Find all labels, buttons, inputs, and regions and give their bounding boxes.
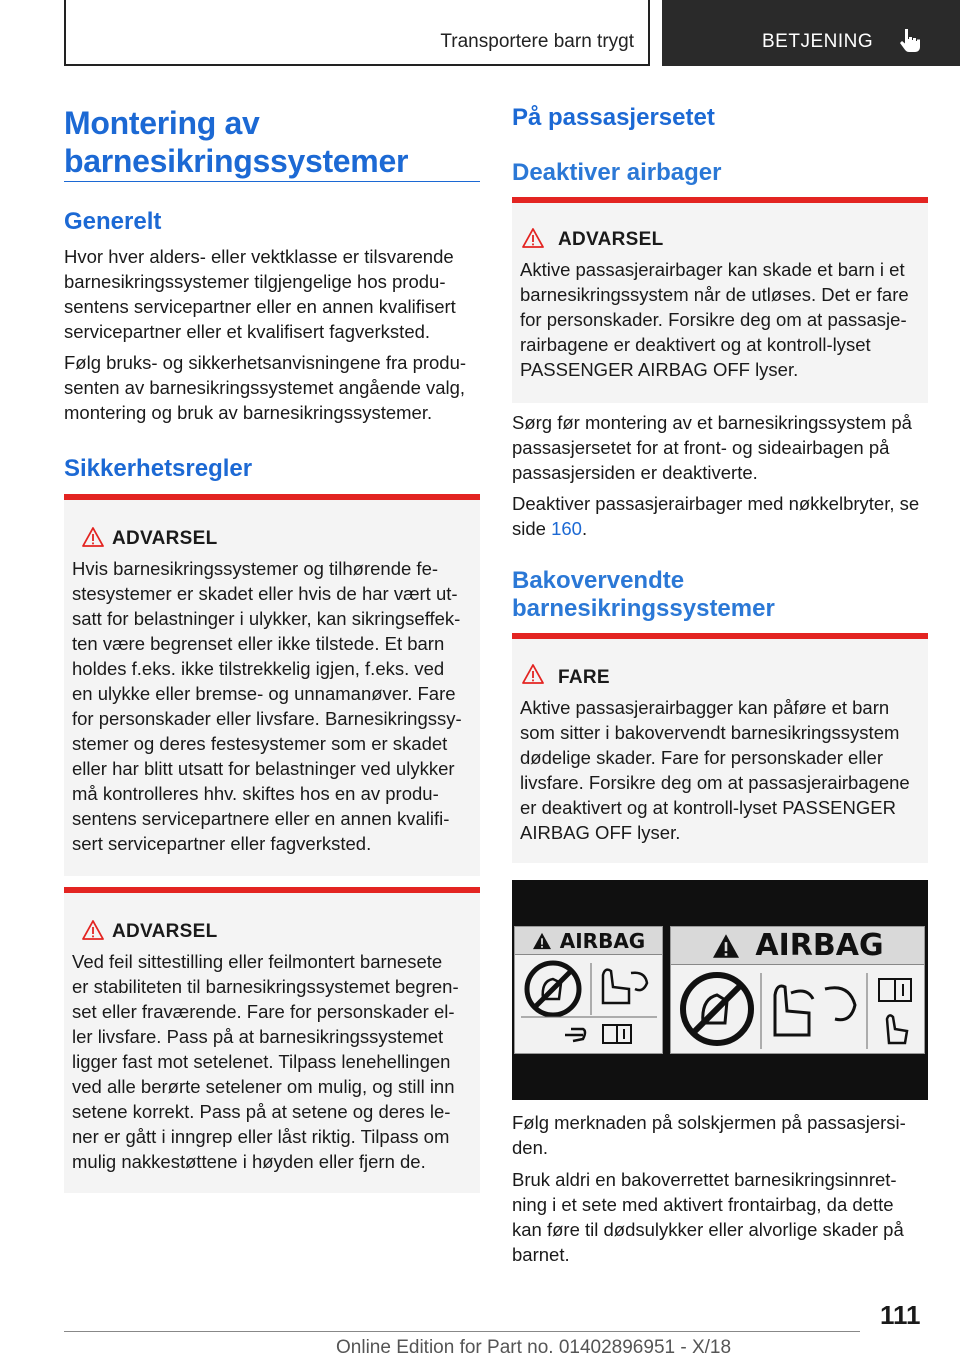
airbag-sticker-large-header [671, 927, 924, 965]
warning-triangle-icon [522, 227, 544, 249]
header-chapter-box [64, 0, 650, 66]
page-title-line2: barnesikringssystemer [64, 143, 409, 179]
warning-heading: ADVARSEL [112, 528, 218, 549]
airbag-sticker-small-header [515, 927, 662, 955]
heading-sikkerhetsregler: Sikkerhetsregler [64, 455, 253, 482]
heading-deaktiver-airbager: Deaktiver airbager [512, 159, 722, 186]
footer-edition: Online Edition for Part no. 01402896951 - X/18 [336, 1337, 732, 1358]
warning-triangle-icon [522, 663, 544, 685]
airbag-sticker-small-pictograms [519, 959, 659, 1051]
warning-text: Ved feil sittestilling eller feilmontert barnesete er stabiliteten til barnesikringssystemet begren- set eller fraværende. Fare for personskader el- ler livsfare. Pass på at barnesikringssystemet ligger fast mot setelenet. Tilpass lenehellingen ved alle berørte setelener om mulig, og still inn setene korrekt. Pass på at setene og deres le- ner er gått i inngrep eller låst riktig. Tilpass om mulig nakkestøttene i høyden eller fjern de. [72, 951, 459, 1172]
paragraph-montering: Sørg før montering av et barnesikringssystem på passasjersetet for at front- og sideairbagen på passasjersiden er deaktiverte. [512, 412, 912, 483]
airbag-label-image [512, 880, 928, 1100]
header-section-box [662, 0, 960, 66]
section-title: BETJENING [762, 31, 874, 52]
paragraph-bakoverrettet: Bruk aldri en bakoverrettet barnesikringsinnret- ning i et sete med aktivert frontairbag, da dette kan føre til dødsulykker eller alvorlige skader på barnet. [512, 1169, 904, 1265]
danger-box [512, 633, 928, 863]
warning-text: Hvis barnesikringssystemer og tilhørende fe- stesystemer er skadet eller hvis de har vært ut- satt for belastninger i ulykker, kan sikringseffek- ten være begrenset eller ikke tilstede. Et barn holdes f.eks. ikke tilstrekkelig igjen, f.eks. ved en ulykke eller bremse- og unnamanøver. Fare for personskader eller livsfare. Barnesikringssy- stemer og deres festesystemer som er skadet eller har blitt utsatt for belastninger ved ulykker må kontrolleres hhv. skiftes hos en av produ- sentens servicepartnere eller en annen kvalifi- sert servicepartner eller fagverksted. [72, 558, 462, 854]
danger-text: Aktive passasjerairbagger kan påføre et barn som sitter i bakovervendt barnesikringssystem dødelige skader. Fare for personskader eller livsfare. Forsikre deg om at passasjerairbagene er deaktivert og at kontroll-lyset PASSENGER AIRBAG OFF lyser. [520, 697, 910, 843]
paragraph-solskjerm: Følg merknaden på solskjermen på passasjersi- den. [512, 1112, 906, 1158]
title-rule [64, 181, 480, 182]
warning-heading: ADVARSEL [558, 229, 664, 250]
paragraph-anvisninger: Følg bruks- og sikkerhetsanvisningene fra produ- senten av barnesikringssystemet angående valg, montering og bruk av barnesikringssystemer. [64, 352, 467, 423]
warning-heading: ADVARSEL [112, 921, 218, 942]
airbag-sticker-large [670, 926, 925, 1054]
page-number: 111 [880, 1300, 921, 1330]
chapter-title: Transportere barn trygt [440, 31, 634, 52]
heading-generelt: Generelt [64, 208, 162, 235]
hand-pointer-icon [896, 26, 924, 54]
paragraph-nokkelbryter: Deaktiver passasjerairbager med nøkkelbryter, se side 160. [512, 493, 920, 539]
warning-triangle-icon [82, 526, 104, 548]
page-link-160[interactable]: 160 [551, 518, 582, 539]
airbag-sticker-small-text: AIRBAG [559, 928, 646, 953]
heading-passasjersetet: På passasjersetet [512, 104, 715, 131]
warning-text: Aktive passasjerairbager kan skade et barn i et barnesikringssystem når de utløses. Det er fare for personskader. Forsikre deg om at passasje- rairbagene er deaktivert og at kontroll-lyset PASSENGER AIRBAG OFF lyser. [520, 259, 909, 380]
warning-triangle-icon [532, 932, 552, 950]
airbag-sticker-small [514, 926, 663, 1054]
warning-triangle-icon [82, 919, 104, 941]
warning-triangle-icon [711, 933, 741, 959]
airbag-sticker-large-pictograms [675, 969, 921, 1051]
footer-rule [64, 1331, 860, 1332]
heading-bakovervendte: Bakovervendte barnesikringssystemer [512, 567, 775, 622]
airbag-sticker-large-text: AIRBAG [755, 928, 884, 963]
warning-box [64, 494, 480, 876]
warning-box [64, 887, 480, 1193]
page-title [64, 104, 408, 180]
paragraph-generelt: Hvor hver alders- eller vektklasse er tilsvarende barnesikringssystemer tilgjengelige hos produ- sentens servicepartner eller en annen kvalifisert servicepartner eller et kvalifisert fagverksted. [64, 246, 456, 342]
warning-box [512, 197, 928, 403]
page-title-line1: Montering av [64, 105, 260, 141]
danger-heading: FARE [558, 667, 610, 688]
